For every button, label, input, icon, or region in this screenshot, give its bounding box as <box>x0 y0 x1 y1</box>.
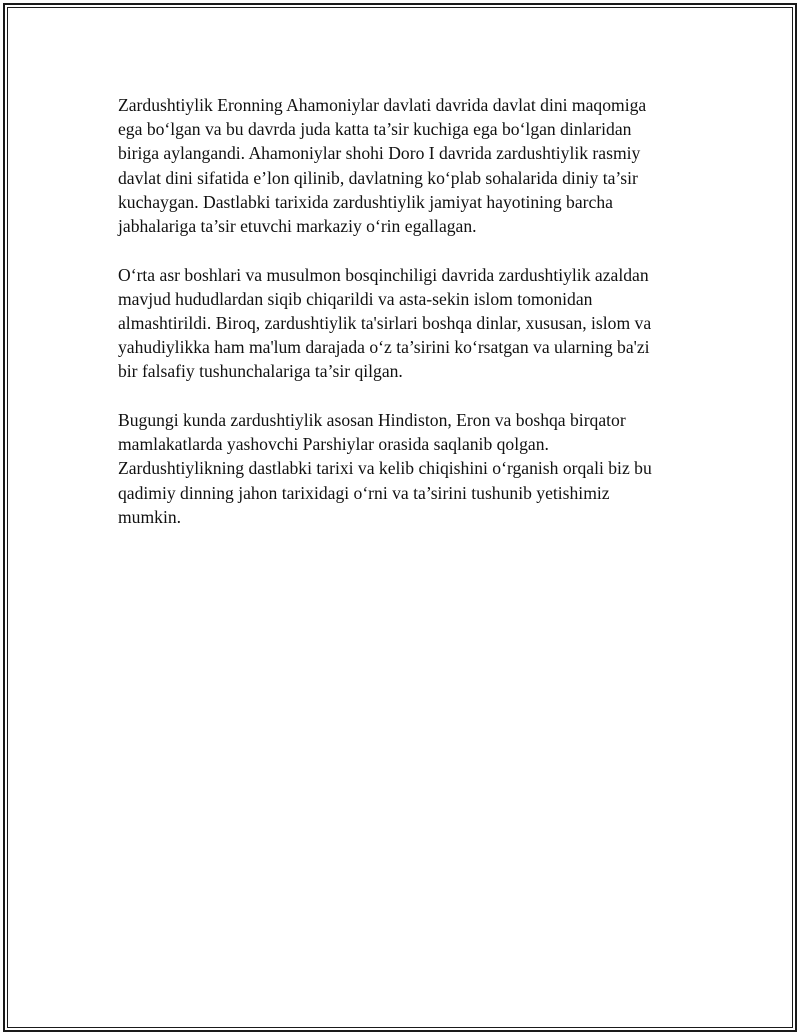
text-line: qadimiy dinning jahon tarixidagi o‘rni va ta’sirini tushunib yetishimiz <box>118 482 610 503</box>
text-line: almashtirildi. Biroq, zardushtiylik ta'sirlari boshqa dinlar, xususan, islom va <box>118 313 652 334</box>
text-line: biriga aylangandi. Ahamoniylar shohi Doro I davrida zardushtiylik rasmiy <box>118 143 641 164</box>
text-line: davlat dini sifatida e’lon qilinib, davlatning ko‘plab sohalarida diniy ta’sir <box>118 167 638 188</box>
text-line: mavjud hududlardan siqib chiqarildi va asta-sekin islom tomonidan <box>118 288 593 309</box>
paragraph-2 <box>118 263 688 384</box>
text-line: bir falsafiy tushunchalariga ta’sir qilgan. <box>118 361 403 382</box>
text-line: mumkin. <box>118 506 182 527</box>
paragraph-1 <box>118 93 688 238</box>
text-line: kuchaygan. Dastlabki tarixida zardushtiylik jamiyat hayotining barcha <box>118 191 613 212</box>
document-body <box>118 93 688 553</box>
text-line: Bugungi kunda zardushtiylik asosan Hindiston, Eron va boshqa birqator <box>118 410 626 431</box>
text-line: O‘rta asr boshlari va musulmon bosqinchiligi davrida zardushtiylik azaldan <box>118 264 649 285</box>
text-line: mamlakatlarda yashovchi Parshiylar orasida saqlanib qolgan. <box>118 434 549 455</box>
paragraph-3 <box>118 408 688 529</box>
text-line: ega bo‘lgan va bu davrda juda katta ta’sir kuchiga ega bo‘lgan dinlaridan <box>118 119 632 140</box>
text-line: Zardushtiylik Eronning Ahamoniylar davlati davrida davlat dini maqomiga <box>118 95 647 115</box>
text-line: Zardushtiylikning dastlabki tarixi va kelib chiqishini o‘rganish orqali biz bu <box>118 458 652 479</box>
text-line: jabhalariga ta’sir etuvchi markaziy o‘rin egallagan. <box>118 216 477 237</box>
text-line: yahudiylikka ham ma'lum darajada o‘z ta’sirini ko‘rsatgan va ularning ba'zi <box>118 337 650 358</box>
